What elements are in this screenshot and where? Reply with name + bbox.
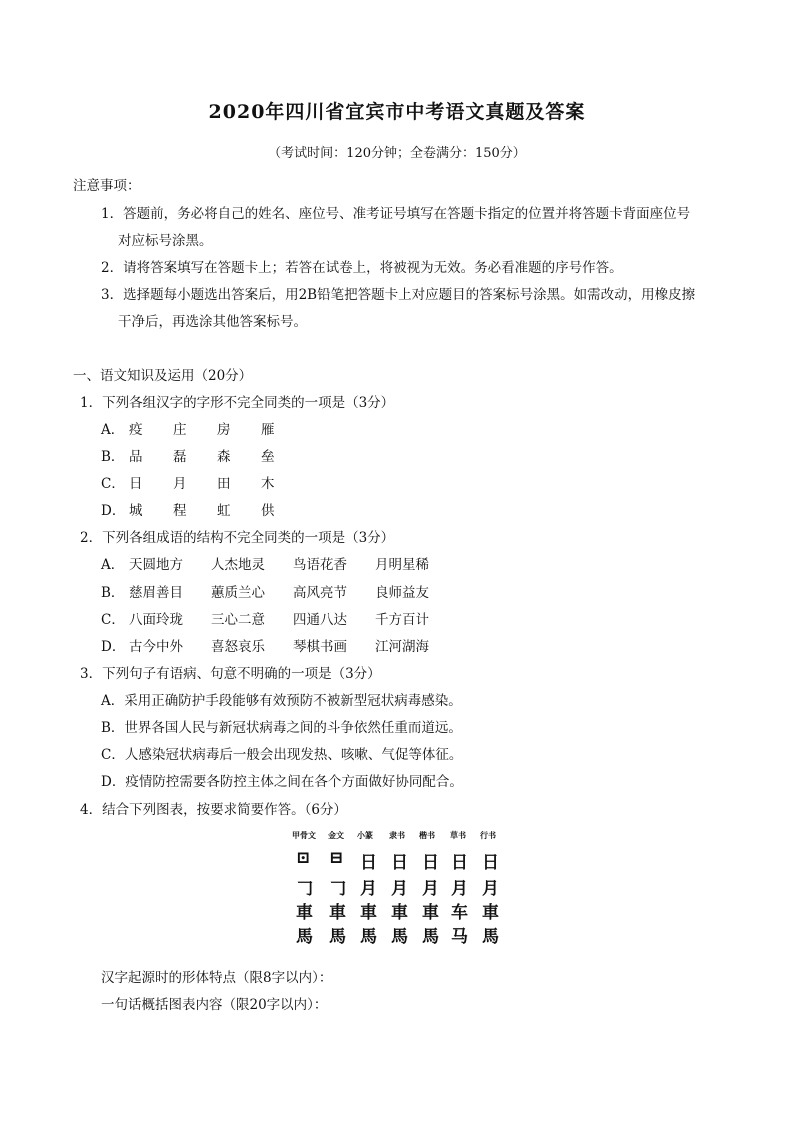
option-idiom: 蕙质兰心 [211,585,265,601]
option-row [101,553,457,573]
figure-header: 隶书 [389,831,405,840]
option-idiom: 三心二意 [211,612,265,628]
notice-heading: 注意事项： [73,178,141,194]
answer-prompt: 汉字起源时的形体特点（限8字以内）： [101,970,333,986]
option-idiom: 江河湖海 [375,639,429,655]
figure-glyph: 月 [422,879,439,899]
option-char: 房 [217,422,231,438]
option-letter: C． [101,476,125,492]
option-char: 供 [261,503,275,519]
option-sentence: D．疫情防控需要各防控主体之间在各个方面做好协同配合。 [101,774,463,790]
option-char: 庄 [173,422,187,438]
option-idiom: 天圆地方 [129,557,183,573]
section-heading: 一、语文知识及运用（20分） [73,368,253,384]
question-stem: 3．下列句子有语病、句意不明确的一项是（3分） [80,666,381,682]
option-idiom: 高风亮节 [293,585,347,601]
option-letter: D． [101,639,126,655]
figure-glyph: 日 [360,853,377,873]
figure-glyph: 車 [360,903,377,923]
figure-header: 行书 [480,831,496,840]
figure-glyph: 車 [391,903,408,923]
figure-glyph: 馬 [391,927,408,947]
option-letter: C． [101,612,125,628]
exam-info: （考试时间：120分钟；全卷满分：150分） [268,146,526,161]
option-idiom: 古今中外 [129,639,183,655]
option-char: 疫 [129,422,143,438]
option-idiom: 千方百计 [375,612,429,628]
figure-glyph: 馬 [296,927,313,947]
option-idiom: 良师益友 [375,585,429,601]
option-row [101,418,305,438]
figure-glyph: 日 [451,853,468,873]
figure-glyph: 月 [482,879,499,899]
option-letter: A． [101,557,125,573]
option-char: 木 [261,476,275,492]
question-stem: 2．下列各组成语的结构不完全同类的一项是（3分） [80,530,395,546]
option-letter: B． [101,449,125,465]
figure-glyph: 車 [422,903,439,923]
option-sentence: B．世界各国人民与新冠状病毒之间的斗争依然任重而道远。 [101,720,462,736]
option-idiom: 慈眉善目 [129,585,183,601]
figure-header: 甲骨文 [292,831,316,840]
figure-header: 小篆 [357,831,373,840]
notice-item: 对应标号涂黑。 [118,233,213,249]
figure-glyph: 马 [451,927,468,947]
option-row [101,499,305,519]
figure-glyph: 月 [360,879,377,899]
option-row [101,472,305,492]
figure-glyph: 车 [451,903,468,923]
option-idiom: 琴棋书画 [293,639,347,655]
option-row [101,445,305,465]
figure-glyph: 日 [422,853,439,873]
option-row [101,581,457,601]
option-row [101,608,457,628]
figure-glyph: ⊟ [329,848,344,868]
figure-header: 楷书 [419,831,435,840]
figure-glyph: 日 [391,853,408,873]
option-idiom: 四通八达 [293,612,347,628]
option-char: 品 [129,449,143,465]
option-sentence: A．采用正确防护手段能够有效预防不被新型冠状病毒感染。 [101,693,462,709]
question-stem: 4．结合下列图表，按要求简要作答。（6分） [80,802,347,818]
option-char: 田 [217,476,231,492]
script-evolution-figure [288,830,508,948]
figure-glyph: 月 [391,879,408,899]
option-letter: D． [101,503,126,519]
question-stem: 1．下列各组汉字的字形不完全同类的一项是（3分） [80,395,395,411]
figure-header: 金文 [328,831,344,840]
figure-glyph: 車 [329,903,346,923]
option-char: 磊 [173,449,187,465]
figure-glyph: 馬 [360,927,377,947]
option-idiom: 喜怒哀乐 [211,639,265,655]
figure-header: 草书 [450,831,466,840]
figure-glyph: 馬 [422,927,439,947]
figure-glyph: 車 [296,903,313,923]
notice-item: 2．请将答案填写在答题卡上；若答在试卷上，将被视为无效。务必看准题的序号作答。 [101,260,623,276]
page-title: 2020年四川省宜宾市中考语文真题及答案 [208,101,586,123]
figure-glyph: 車 [482,903,499,923]
option-char: 程 [173,503,187,519]
option-char: 月 [173,476,187,492]
option-idiom: 八面玲珑 [129,612,183,628]
option-row [101,635,457,655]
option-idiom: 人杰地灵 [211,557,265,573]
option-char: 城 [129,503,143,519]
figure-glyph: 月 [451,879,468,899]
figure-glyph: 馬 [329,927,346,947]
figure-glyph: 𠃌 [329,879,346,899]
option-letter: A． [101,422,125,438]
answer-prompt: 一句话概括图表内容（限20字以内）： [101,997,328,1013]
option-idiom: 鸟语花香 [293,557,347,573]
option-idiom: 月明星稀 [375,557,429,573]
figure-glyph: 馬 [482,927,499,947]
option-char: 雁 [261,422,275,438]
notice-item: 3．选择题每小题选出答案后，用2B铅笔把答题卡上对应题目的答案标号涂黑。如需改动，用橡皮擦 [101,287,696,303]
figure-glyph: 日 [482,853,499,873]
option-letter: B． [101,585,125,601]
option-char: 虹 [217,503,231,519]
option-char: 垒 [261,449,275,465]
option-char: 森 [217,449,231,465]
notice-item: 1．答题前，务必将自己的姓名、座位号、准考证号填写在答题卡指定的位置并将答题卡背面座位号 [101,206,691,222]
option-char: 日 [129,476,143,492]
option-sentence: C．人感染冠状病毒后一般会出现发热、咳嗽、气促等体征。 [101,747,463,763]
notice-item: 干净后，再选涂其他答案标号。 [118,314,307,330]
figure-glyph: ⊡ [296,848,311,868]
figure-glyph: 𠃌 [296,879,313,899]
